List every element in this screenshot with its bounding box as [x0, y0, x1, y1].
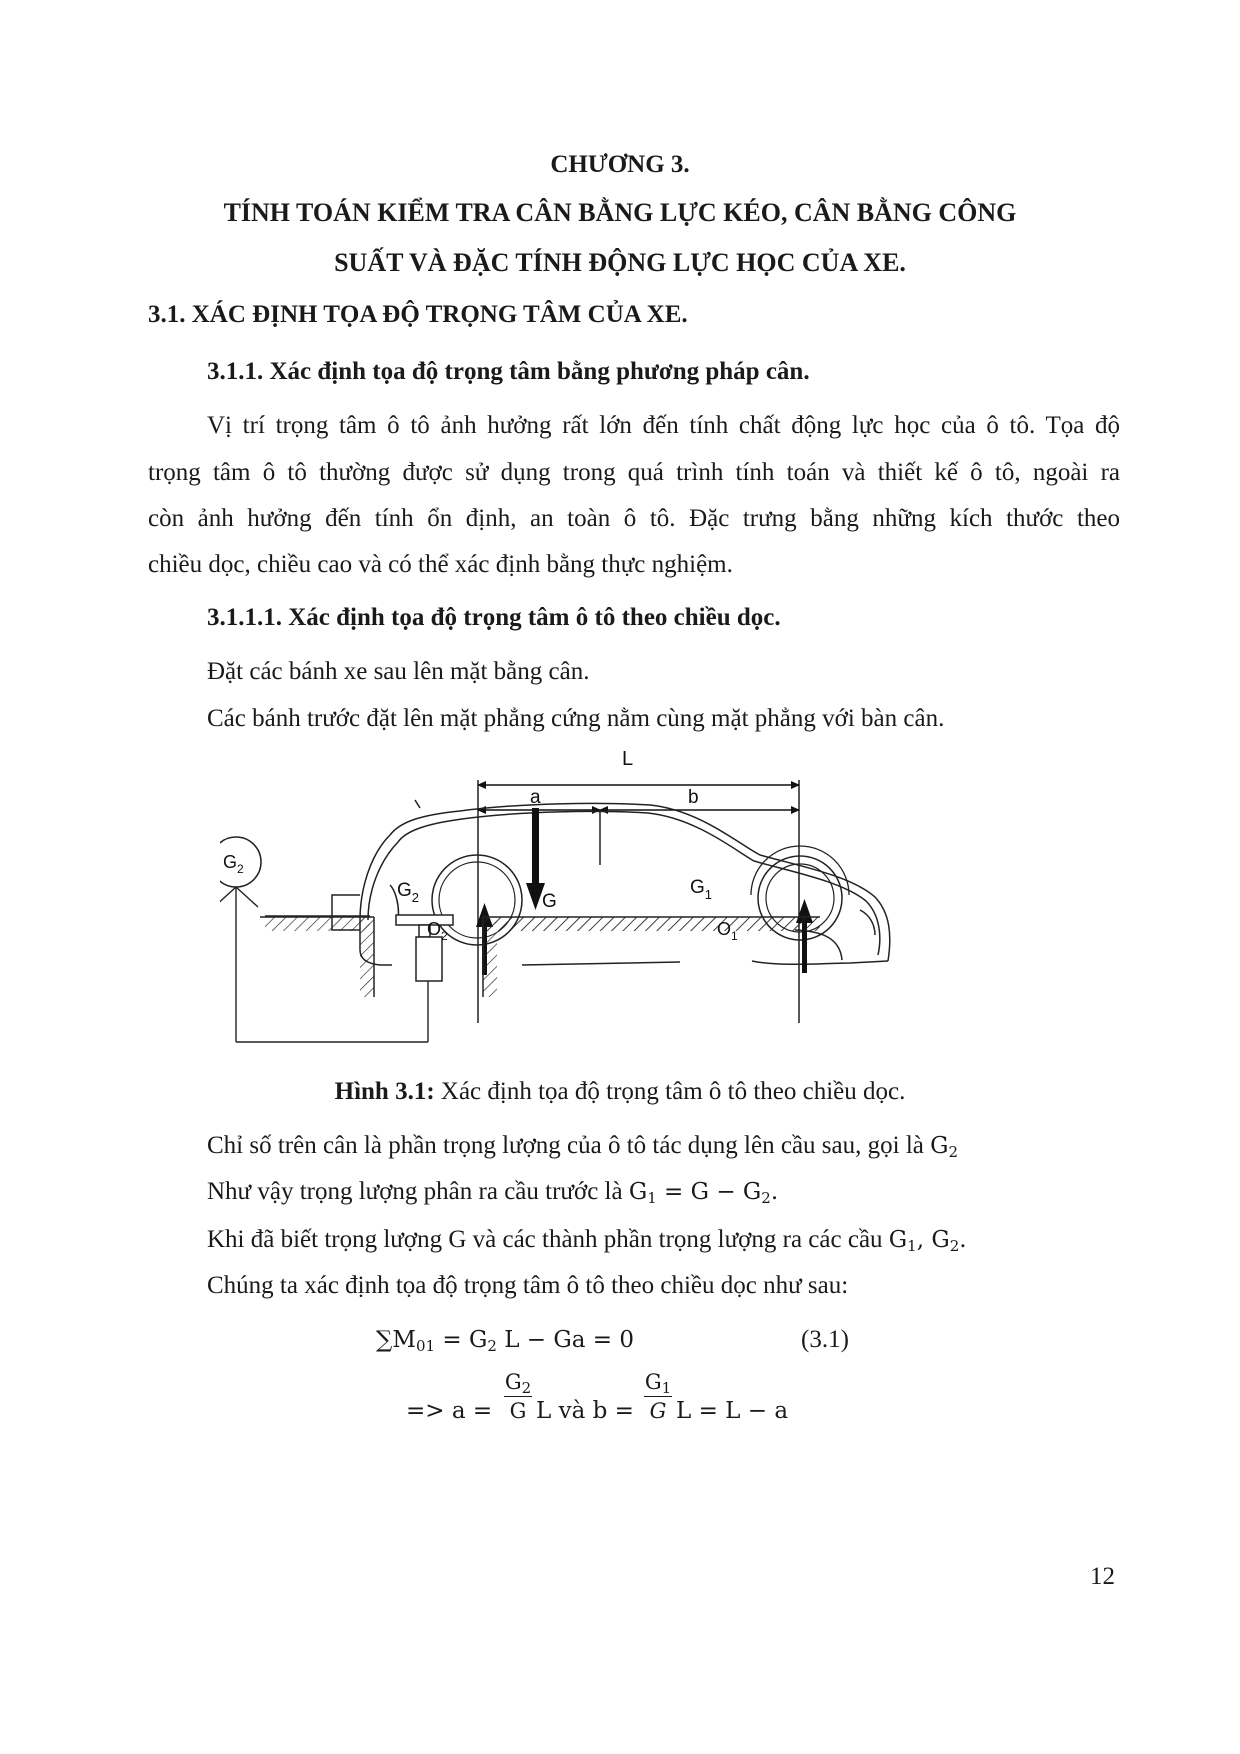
chapter-number: CHƯƠNG 3.: [550, 151, 690, 178]
paragraph-1-line-3: còn ảnh hưởng đến tính ổn định, an toàn ô tô. Đặc trưng bằng những kích thước theo: [148, 505, 1120, 532]
equation-number: (3.1): [801, 1326, 849, 1353]
dimension-label-b: b: [688, 787, 699, 808]
label-O2: $O_2$: [427, 919, 448, 943]
figure-caption-text: Xác định tọa độ trọng tâm ô tô theo chiều dọc.: [434, 1078, 906, 1105]
dimension-lines: [478, 780, 799, 1023]
page-number: 12: [1090, 1563, 1115, 1590]
chapter-title-line2: SUẤT VÀ ĐẶC TÍNH ĐỘNG LỰC HỌC CỦA XE.: [334, 248, 906, 277]
label-G-center: G: [542, 891, 557, 912]
equation-tail: L = L − a: [676, 1398, 789, 1424]
label-O1: $O_1$: [717, 919, 738, 943]
readout-wiring: [220, 887, 428, 1042]
step-2-text: Các bánh trước đặt lên mặt phẳng cứng nằm cùng mặt phẳng với bàn cân.: [207, 705, 945, 732]
force-arrows: [476, 808, 813, 975]
text-after-line-2: Như vậy trọng lượng phân ra cầu trước là $G_1 = G - G_2$.: [207, 1178, 779, 1207]
fraction-a: $G_2$ G: [504, 1370, 532, 1423]
step-1-text: Đặt các bánh xe sau lên mặt bằng cân.: [207, 658, 590, 685]
weighing-scale: [396, 915, 453, 981]
label-G1-wheel: $G_1$: [690, 877, 713, 902]
paragraph-1-line-2: trọng tâm ô tô thường được sử dụng trong quá trình tính toán và thiết kế ô tô, ngoài ra: [148, 459, 1120, 486]
text-after-line-4: Chúng ta xác định tọa độ trọng tâm ô tô theo chiều dọc như sau:: [207, 1272, 849, 1299]
equation-middle: L và b =: [536, 1398, 634, 1424]
dimension-label-a: a: [530, 787, 541, 808]
section-heading-3-1-1: 3.1.1. Xác định tọa độ trọng tâm bằng phương pháp cân.: [207, 358, 810, 385]
dimension-label-L: L: [622, 748, 634, 770]
text-after-line-3: Khi đã biết trọng lượng G và các thành phần trọng lượng ra các cầu $G_1$, $G_2$.: [207, 1226, 967, 1255]
equation-3-1: $\sum M_{01} = G_2$ L − Ga = 0: [376, 1327, 634, 1355]
paragraph-1-line-1: Vị trí trọng tâm ô tô ảnh hưởng rất lớn đến tính chất động lực học của ô tô. Tọa độ: [207, 412, 1120, 439]
text-after-line-1: Chỉ số trên cân là phần trọng lượng của ô tô tác dụng lên cầu sau, gọi là $G_2$: [207, 1132, 959, 1161]
chapter-title-line1: TÍNH TOÁN KIỂM TRA CÂN BẰNG LỰC KÉO, CÂN BẰNG CÔNG: [223, 198, 1017, 227]
figure-caption-label: Hình 3.1:: [334, 1078, 435, 1105]
label-G2-wheel: $G_2$: [397, 880, 420, 905]
figure-caption: [0, 1077, 1240, 1107]
section-heading-3-1-1-1: 3.1.1.1. Xác định tọa độ trọng tâm ô tô theo chiều dọc.: [207, 604, 781, 631]
paragraph-1-line-4: chiều dọc, chiều cao và có thể xác định bằng thực nghiệm.: [148, 551, 733, 578]
label-G2-readout: $G_2$: [223, 852, 244, 876]
fraction-b: $G_1$ G: [644, 1370, 672, 1423]
equation-prefix: => a =: [406, 1398, 493, 1424]
section-heading-3-1: 3.1. XÁC ĐỊNH TỌA ĐỘ TRỌNG TÂM CỦA XE.: [148, 301, 688, 328]
